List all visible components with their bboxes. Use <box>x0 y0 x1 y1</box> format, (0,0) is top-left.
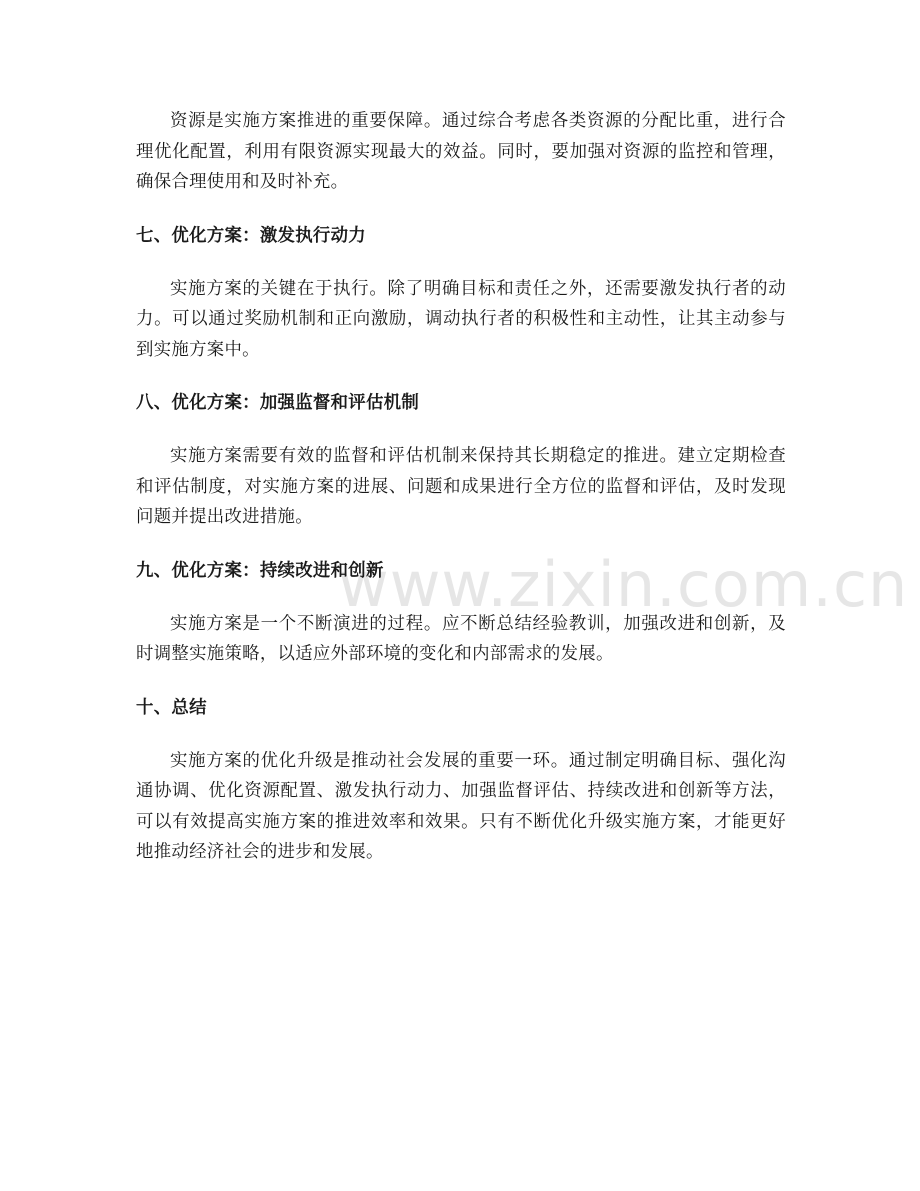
watermark-text: www.zixin.com.cn <box>338 548 909 621</box>
paragraph-resources: 资源是实施方案推进的重要保障。通过综合考虑各类资源的分配比重，进行合理优化配置，利用有限资源实现最大的效益。同时，要加强对资源的监控和管理，确保合理使用和及时补充。 <box>136 111 786 192</box>
paragraph-summary: 实施方案的优化升级是推动社会发展的重要一环。通过制定明确目标、强化沟通协调、优化资源配置、激发执行动力、加强监督评估、持续改进和创新等方法，可以有效提高实施方案的推进效率和效果。只有不断优化升级实施方案，才能更好地推动经济社会的进步和发展。 <box>136 750 786 862</box>
heading-section-8: 八、优化方案：加强监督和评估机制 <box>136 393 420 413</box>
paragraph-motivation: 实施方案的关键在于执行。除了明确目标和责任之外，还需要激发执行者的动力。可以通过奖励机制和正向激励，调动执行者的积极性和主动性，让其主动参与到实施方案中。 <box>136 278 786 360</box>
document-body <box>136 106 786 891</box>
paragraph-supervision: 实施方案需要有效的监督和评估机制来保持其长期稳定的推进。建立定期检查和评估制度，对实施方案的进展、问题和成果进行全方位的监督和评估，及时发现问题并提出改进措施。 <box>136 446 786 527</box>
heading-section-9: 九、优化方案：持续改进和创新 <box>136 560 384 581</box>
paragraph-improvement: 实施方案是一个不断演进的过程。应不断总结经验教训，加强改进和创新，及时调整实施策略，以适应外部环境的变化和内部需求的发展。 <box>136 613 786 664</box>
heading-section-10: 十、总结 <box>136 697 207 718</box>
heading-section-7: 七、优化方案：激发执行动力 <box>136 225 366 246</box>
